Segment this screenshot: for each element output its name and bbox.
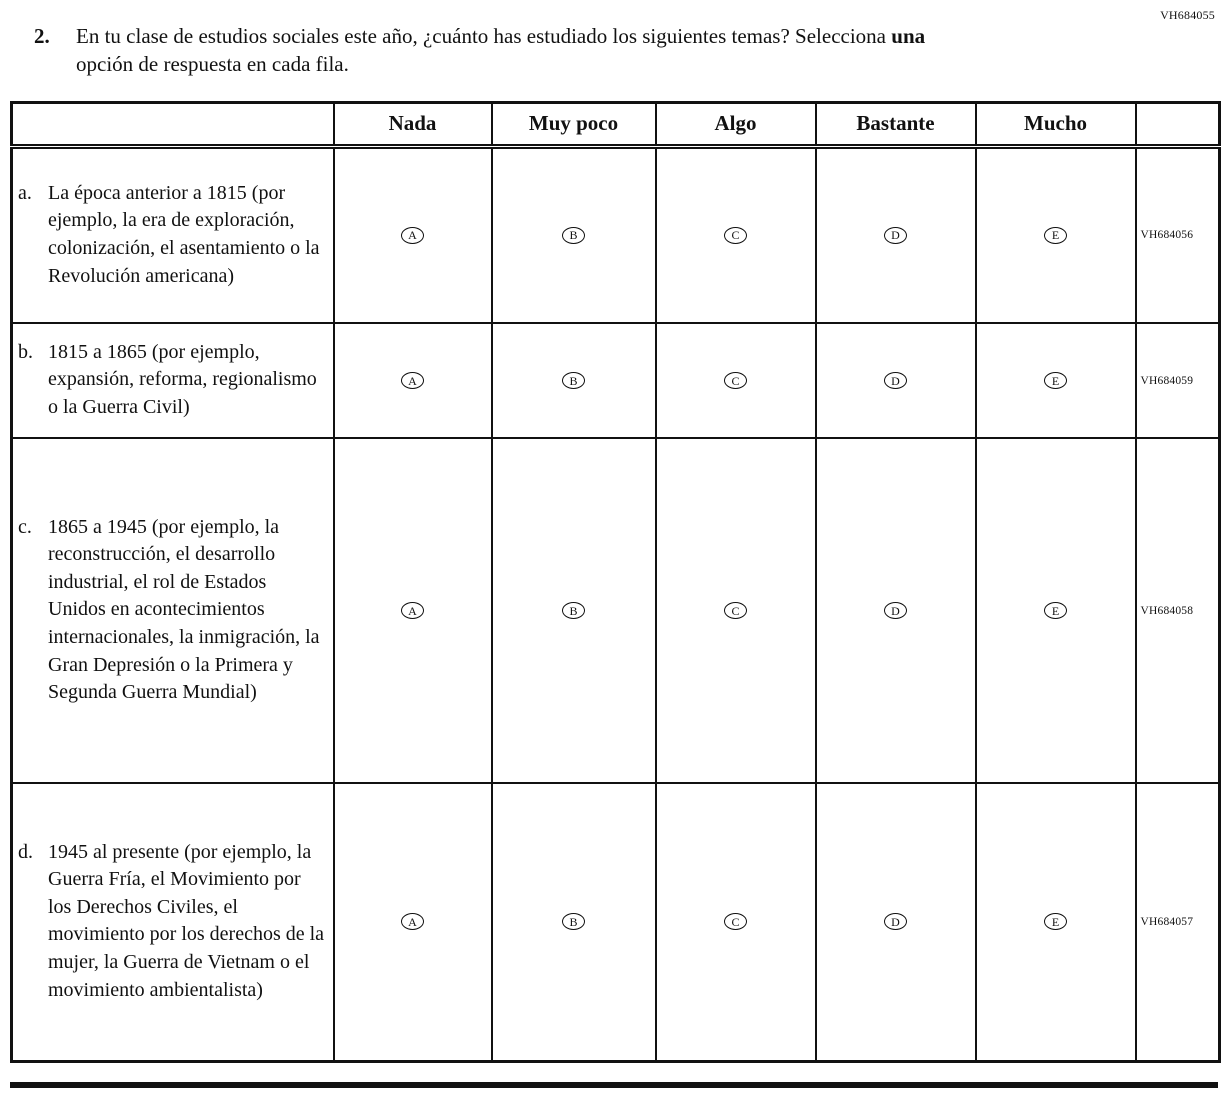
table-row-b [12, 323, 1220, 438]
option-cell [816, 438, 976, 783]
row-topic-text-b: 1815 a 1865 (por ejemplo, expansión, reforma, regionalismo o la Guerra Civil) [48, 340, 317, 418]
next-section-divider [10, 1082, 1218, 1088]
page-accession-code: VH684055 [1160, 8, 1215, 22]
row-code-cell-a [1136, 146, 1220, 323]
option-cell [976, 438, 1136, 783]
option-cell [816, 323, 976, 438]
question-number: 2. [34, 24, 50, 48]
option-cell [816, 783, 976, 1061]
option-cell [334, 783, 492, 1061]
table-row-d [12, 783, 1220, 1061]
row-code-text-a: VH684056 [1140, 229, 1194, 242]
row-code-cell-b [1136, 323, 1220, 438]
header-code-blank-cell [1136, 102, 1220, 146]
topic-cell-a [12, 146, 334, 323]
response-matrix-table [10, 101, 1221, 1063]
option-cell [656, 438, 816, 783]
option-cell [492, 783, 656, 1061]
option-cell [816, 146, 976, 323]
topic-cell-d [12, 783, 334, 1061]
row-code-text-b: VH684059 [1140, 374, 1194, 387]
header-nada: Nada [334, 102, 492, 146]
option-cell [656, 323, 816, 438]
table-row-a [12, 146, 1220, 323]
radio-option-d[interactable]: D [884, 372, 907, 389]
radio-option-c[interactable]: C [724, 372, 747, 389]
option-cell [334, 438, 492, 783]
row-label-b: b. [18, 340, 33, 363]
option-cell [492, 323, 656, 438]
option-cell [334, 323, 492, 438]
row-code-cell-c [1136, 438, 1220, 783]
row-code-cell-d [1136, 783, 1220, 1061]
radio-option-a[interactable]: A [401, 372, 424, 389]
radio-option-a[interactable]: A [401, 227, 424, 244]
option-cell [976, 146, 1136, 323]
radio-option-b[interactable]: B [562, 227, 585, 244]
question-text [76, 22, 976, 79]
row-label-d: d. [18, 840, 33, 863]
radio-option-b[interactable]: B [562, 372, 585, 389]
radio-option-e[interactable]: E [1044, 602, 1067, 619]
topic-cell-c [12, 438, 334, 783]
header-bastante: Bastante [816, 102, 976, 146]
radio-option-c[interactable]: C [724, 913, 747, 930]
question-block [0, 0, 990, 79]
option-cell [976, 323, 1136, 438]
row-label-c: c. [18, 515, 32, 538]
header-muy-poco: Muy poco [492, 102, 656, 146]
option-cell [656, 783, 816, 1061]
option-cell [492, 146, 656, 323]
question-text-part1: En tu clase de estudios sociales este año, ¿cuánto has estudiado los siguientes temas? Selecciona [76, 24, 892, 48]
radio-option-c[interactable]: C [724, 602, 747, 619]
radio-option-d[interactable]: D [884, 602, 907, 619]
radio-option-e[interactable]: E [1044, 372, 1067, 389]
radio-option-e[interactable]: E [1044, 227, 1067, 244]
radio-option-e[interactable]: E [1044, 913, 1067, 930]
radio-option-a[interactable]: A [401, 602, 424, 619]
header-algo: Algo [656, 102, 816, 146]
table-row-c [12, 438, 1220, 783]
row-code-text-c: VH684058 [1140, 604, 1194, 617]
option-cell [334, 146, 492, 323]
table-header-row [12, 102, 1220, 146]
radio-option-b[interactable]: B [562, 913, 585, 930]
row-topic-text-d: 1945 al presente (por ejemplo, la Guerra Fría, el Movimiento por los Derechos Civiles, el movimiento por los derechos de la mujer, la Guerra de Vietnam o el movimiento ambientalista) [48, 840, 325, 1001]
header-mucho: Mucho [976, 102, 1136, 146]
header-blank-cell [12, 102, 334, 146]
radio-option-c[interactable]: C [724, 227, 747, 244]
option-cell [656, 146, 816, 323]
row-topic-text-c: 1865 a 1945 (por ejemplo, la reconstrucción, el desarrollo industrial, el rol de Estados Unidos en acontecimientos internacionales, la inmigración, la Gran Depresión o la Primera y Segunda Guerra Mundial) [48, 515, 320, 704]
radio-option-d[interactable]: D [884, 913, 907, 930]
radio-option-a[interactable]: A [401, 913, 424, 930]
question-text-bold: una [891, 24, 926, 48]
option-cell [492, 438, 656, 783]
row-topic-text-a: La época anterior a 1815 (por ejemplo, la era de exploración, colonización, el asentamiento o la Revolución americana) [48, 181, 320, 287]
radio-option-b[interactable]: B [562, 602, 585, 619]
option-cell [976, 783, 1136, 1061]
row-code-text-d: VH684057 [1140, 915, 1194, 928]
radio-option-d[interactable]: D [884, 227, 907, 244]
topic-cell-b [12, 323, 334, 438]
row-label-a: a. [18, 181, 32, 204]
question-text-part2: opción de respuesta en cada fila. [76, 52, 349, 77]
